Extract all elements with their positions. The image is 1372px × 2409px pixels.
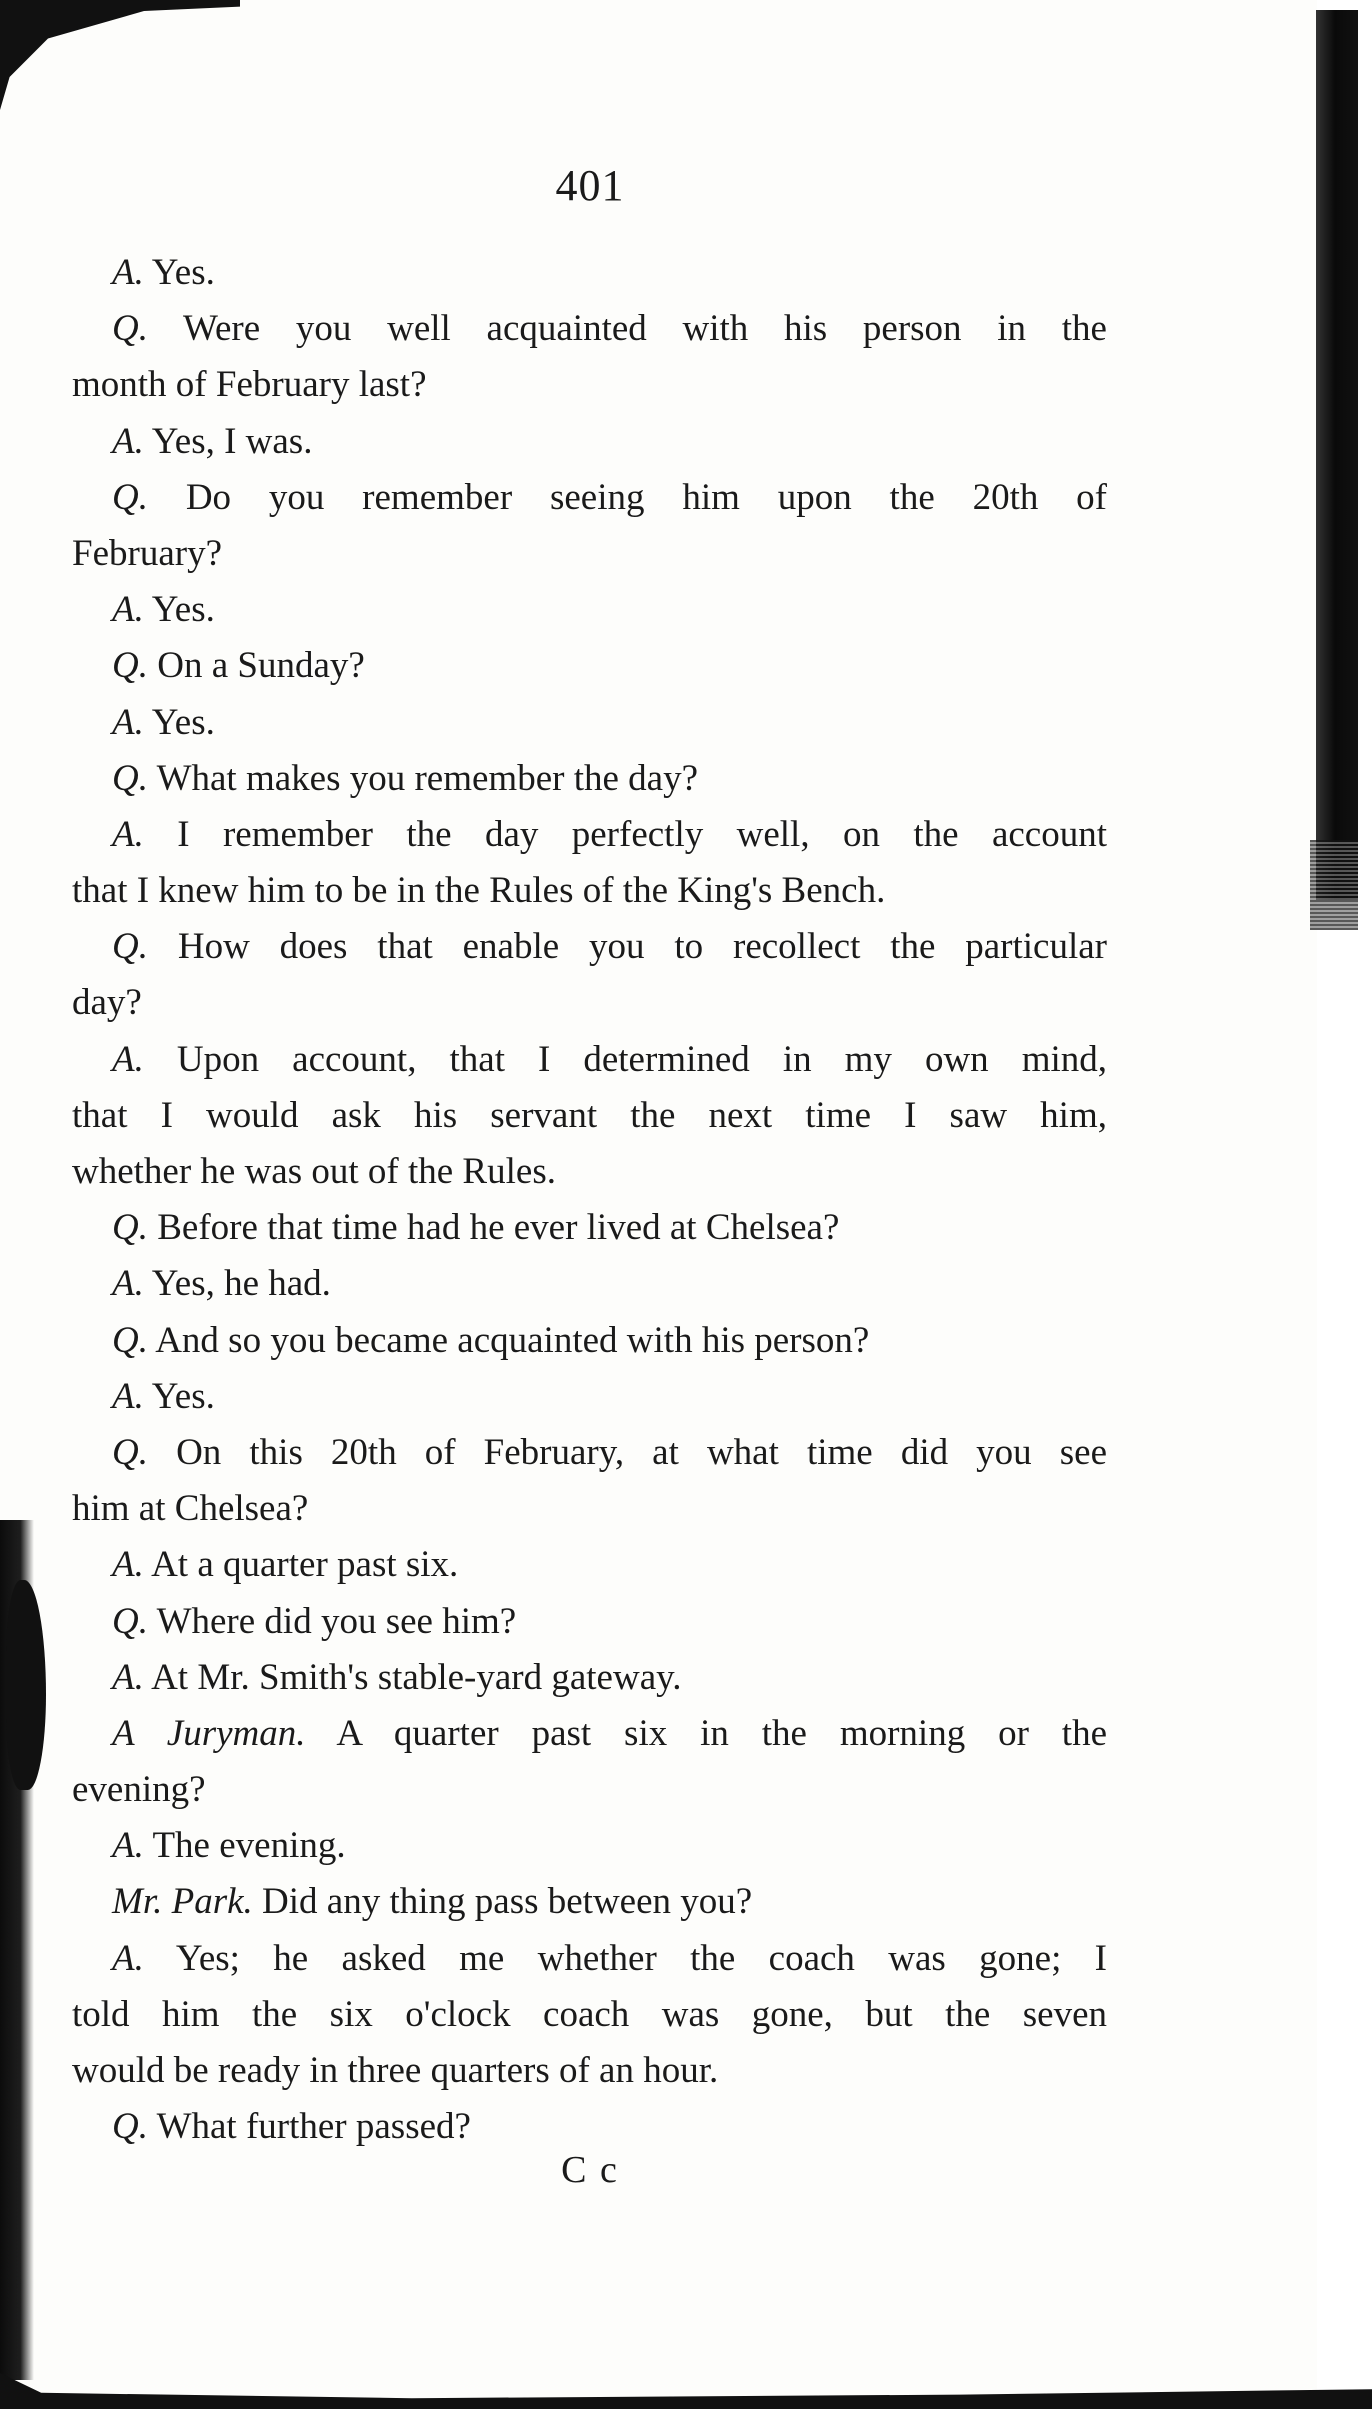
line-text: would be ready in three quarters of an hour. — [72, 2050, 719, 2091]
page-number: 401 — [555, 161, 625, 210]
text-line — [72, 301, 1107, 357]
line-text: that I knew him to be in the Rules of the King's Bench. — [72, 870, 886, 912]
text-line — [72, 1425, 1107, 1481]
text-line — [72, 919, 1107, 975]
text-line — [72, 1931, 1107, 1987]
speaker-label: Q. — [112, 1319, 148, 1361]
text-line — [72, 245, 1107, 301]
text-line — [72, 695, 1107, 751]
line-text: Yes; he asked me whether the coach was gone; I — [175, 1937, 1107, 1979]
line-text: A quarter past six in the morning or the — [336, 1712, 1107, 1754]
speaker-label: Q. — [112, 1600, 148, 1642]
speaker-label: Q. — [112, 757, 148, 799]
text-line — [72, 863, 1107, 919]
speaker-label: A. — [112, 1825, 144, 1867]
text-line — [72, 357, 1107, 413]
text-line — [72, 751, 1107, 807]
scan-binding-shadow — [1316, 10, 1358, 900]
line-text: Yes. — [151, 701, 215, 743]
speaker-label: Q. — [112, 926, 148, 968]
line-text: At a quarter past six. — [151, 1544, 459, 1586]
text-line — [72, 1369, 1107, 1425]
speaker-label: Q. — [112, 1207, 148, 1249]
scan-bottom-edge — [0, 2373, 1372, 2409]
scan-left-blot — [6, 1580, 46, 1790]
text-line — [72, 1088, 1107, 1144]
line-text: Did any thing pass between you? — [262, 1881, 753, 1923]
line-text: What further passed? — [156, 2106, 471, 2148]
line-text: Yes. — [151, 1375, 215, 1417]
speaker-label: A. — [112, 1544, 144, 1586]
text-line — [72, 2043, 1107, 2099]
line-text: Yes, I was. — [151, 420, 313, 462]
text-line — [72, 1313, 1107, 1369]
line-text: month of February last? — [72, 364, 427, 406]
testimony-text — [72, 245, 1107, 2155]
speaker-label: A. — [112, 1263, 144, 1305]
text-line — [72, 414, 1107, 470]
line-text: day? — [72, 982, 142, 1024]
text-line — [72, 1481, 1107, 1537]
speaker-label: Q. — [112, 308, 148, 350]
text-line — [72, 1200, 1107, 1256]
text-line — [72, 1706, 1107, 1762]
speaker-label: A Juryman. — [112, 1712, 306, 1754]
line-text: Yes. — [151, 252, 215, 293]
scan-binding-fringe — [1310, 840, 1358, 930]
text-line — [72, 526, 1107, 582]
text-line — [72, 1032, 1107, 1088]
line-text: I remember the day perfectly well, on the account — [177, 813, 1108, 855]
line-text: Do you remember seeing him upon the 20th of — [185, 476, 1107, 518]
speaker-label: A. — [112, 1038, 144, 1080]
speaker-label: Q. — [112, 476, 148, 518]
text-line — [72, 1537, 1107, 1593]
line-text: Upon account, that I determined in my own mind, — [176, 1038, 1108, 1080]
line-text: Where did you see him? — [156, 1600, 517, 1642]
text-line — [72, 1874, 1107, 1930]
line-text: told him the six o'clock coach was gone, but the seven — [72, 1993, 1107, 2035]
text-line — [72, 1594, 1107, 1650]
line-text: Before that time had he ever lived at Chelsea? — [157, 1207, 840, 1249]
speaker-label: A. — [112, 1937, 144, 1979]
text-line — [72, 1650, 1107, 1706]
speaker-label: Q. — [112, 645, 148, 687]
speaker-label: A. — [112, 701, 144, 743]
text-line — [72, 638, 1107, 694]
text-line — [72, 975, 1107, 1031]
line-text: The evening. — [152, 1825, 346, 1867]
speaker-label: A. — [112, 1656, 144, 1698]
line-text: February? — [72, 532, 222, 574]
line-text: At Mr. Smith's stable-yard gateway. — [151, 1656, 682, 1698]
line-text: evening? — [72, 1769, 206, 1811]
line-text: And so you became acquainted with his person? — [155, 1319, 870, 1361]
text-line — [72, 2099, 1107, 2155]
scan-corner-shadow — [0, 0, 240, 110]
line-text: Yes. — [151, 589, 215, 631]
text-line — [72, 582, 1107, 638]
text-line — [72, 470, 1107, 526]
line-text: On a Sunday? — [157, 645, 365, 687]
signature-mark: C c — [561, 2149, 619, 2191]
text-line — [72, 1144, 1107, 1200]
line-text: him at Chelsea? — [72, 1488, 309, 1530]
line-text: that I would ask his servant the next time I saw him, — [72, 1094, 1107, 1136]
line-text: whether he was out of the Rules. — [72, 1151, 556, 1192]
line-text: How does that enable you to recollect the particular — [177, 926, 1108, 968]
speaker-label: Mr. Park. — [112, 1881, 253, 1923]
line-text: On this 20th of February, at what time did you see — [176, 1431, 1108, 1473]
text-line — [72, 1762, 1107, 1818]
line-text: Yes, he had. — [151, 1263, 331, 1305]
line-text: Were you well acquainted with his person in the — [183, 308, 1107, 350]
speaker-label: Q. — [112, 1431, 148, 1473]
speaker-label: A. — [112, 420, 144, 462]
speaker-label: A. — [112, 252, 144, 293]
speaker-label: Q. — [112, 2106, 148, 2148]
speaker-label: A. — [112, 813, 144, 855]
text-line — [72, 1987, 1107, 2043]
text-line — [72, 1256, 1107, 1312]
line-text: What makes you remember the day? — [156, 757, 698, 799]
text-line — [72, 807, 1107, 863]
speaker-label: A. — [112, 1375, 144, 1417]
speaker-label: A. — [112, 589, 144, 631]
text-line — [72, 1818, 1107, 1874]
